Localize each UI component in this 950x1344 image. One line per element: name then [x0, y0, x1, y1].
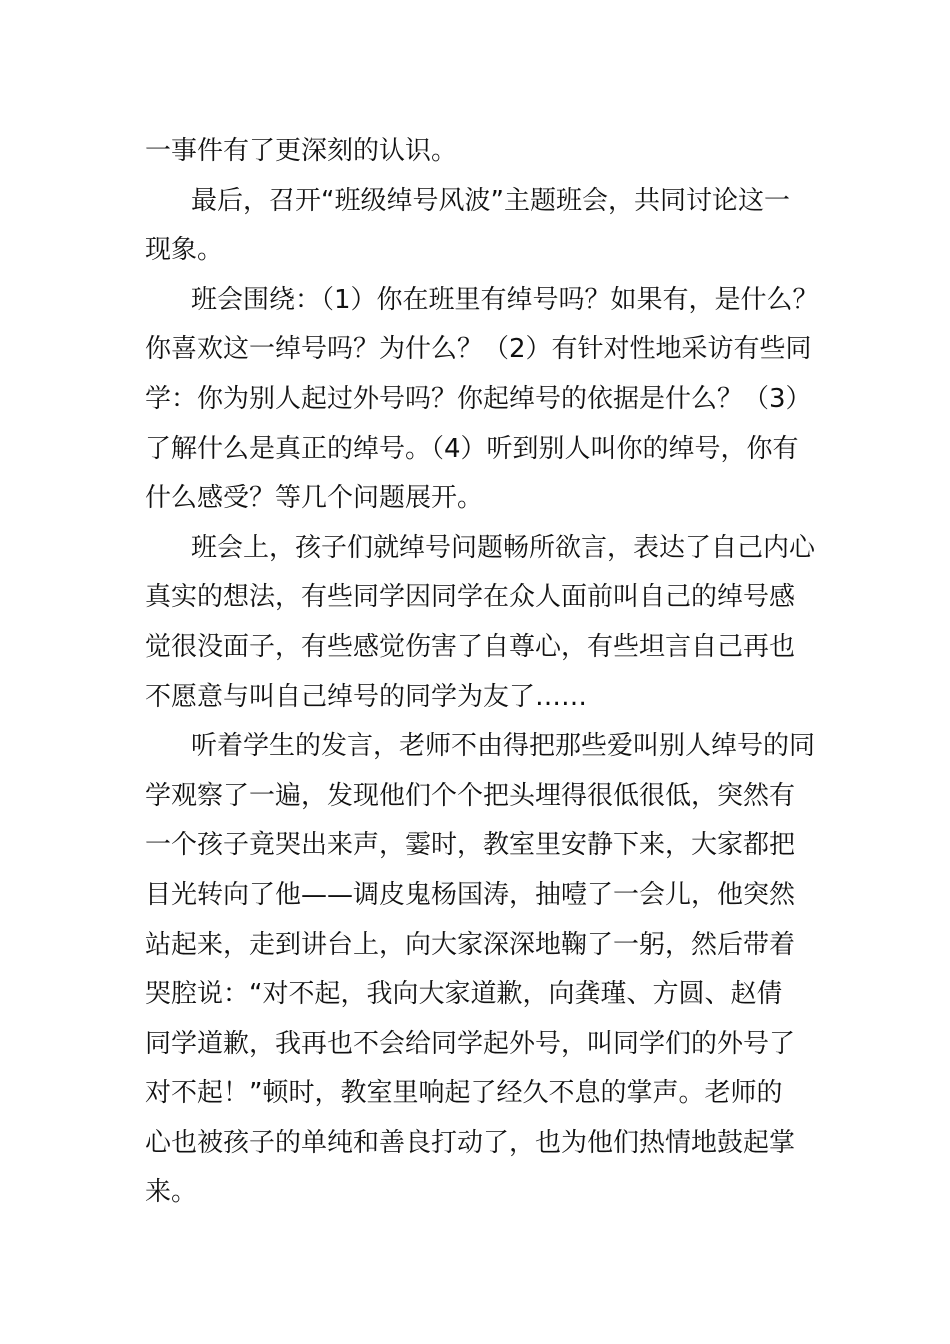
text-line: 现象。: [145, 235, 224, 266]
paragraph-4: [145, 524, 835, 722]
paragraph-3: [145, 276, 835, 524]
text-line: 学：你为别人起过外号吗？你起绰号的依据是什么？（3）: [145, 383, 812, 414]
text-line: 站起来，走到讲台上，向大家深深地鞠了一躬，然后带着: [145, 929, 796, 960]
document-body: [145, 127, 835, 1218]
text-line: 学观察了一遍，发现他们个个把头埋得很低很低，突然有: [145, 780, 796, 811]
text-line: 什么感受？等几个问题展开。: [145, 483, 484, 514]
text-line: 真实的想法，有些同学因同学在众人面前叫自己的绰号感: [145, 582, 796, 613]
text-line: 班会围绕：（1）你在班里有绰号吗？如果有，是什么？: [191, 284, 819, 315]
text-line: 不愿意与叫自己绰号的同学为友了……: [145, 681, 588, 712]
paragraph-5: [145, 722, 835, 1218]
paragraph-1: [145, 127, 835, 177]
text-line: 目光转向了他——调皮鬼杨国涛，抽噎了一会儿，他突然: [145, 879, 796, 910]
text-line: 一个孩子竟哭出来声，霎时，教室里安静下来，大家都把: [145, 830, 796, 861]
text-line: 听着学生的发言，老师不由得把那些爱叫别人绰号的同: [191, 731, 816, 762]
text-line: 哭腔说：“对不起，我向大家道歉，向龚瑾、方圆、赵倩: [145, 979, 783, 1010]
text-line: 最后，召开“班级绰号风波”主题班会，共同讨论这一: [191, 185, 790, 216]
text-line: 心也被孩子的单纯和善良打动了，也为他们热情地鼓起掌: [145, 1127, 796, 1158]
paragraph-2: [145, 177, 835, 276]
text-line: 了解什么是真正的绰号。（4）听到别人叫你的绰号，你有: [145, 433, 799, 464]
text-line: 对不起！”顿时，教室里响起了经久不息的掌声。老师的: [145, 1078, 783, 1109]
text-line: 你喜欢这一绰号吗？为什么？（2）有针对性地采访有些同: [145, 334, 812, 365]
text-line: 班会上，孩子们就绰号问题畅所欲言，表达了自己内心: [191, 532, 816, 563]
text-line: 来。: [145, 1177, 198, 1208]
text-line: 觉很没面子，有些感觉伤害了自尊心，有些坦言自己再也: [145, 631, 796, 662]
text-line: 同学道歉，我再也不会给同学起外号，叫同学们的外号了: [145, 1028, 796, 1059]
text-line: 一事件有了更深刻的认识。: [145, 136, 458, 166]
